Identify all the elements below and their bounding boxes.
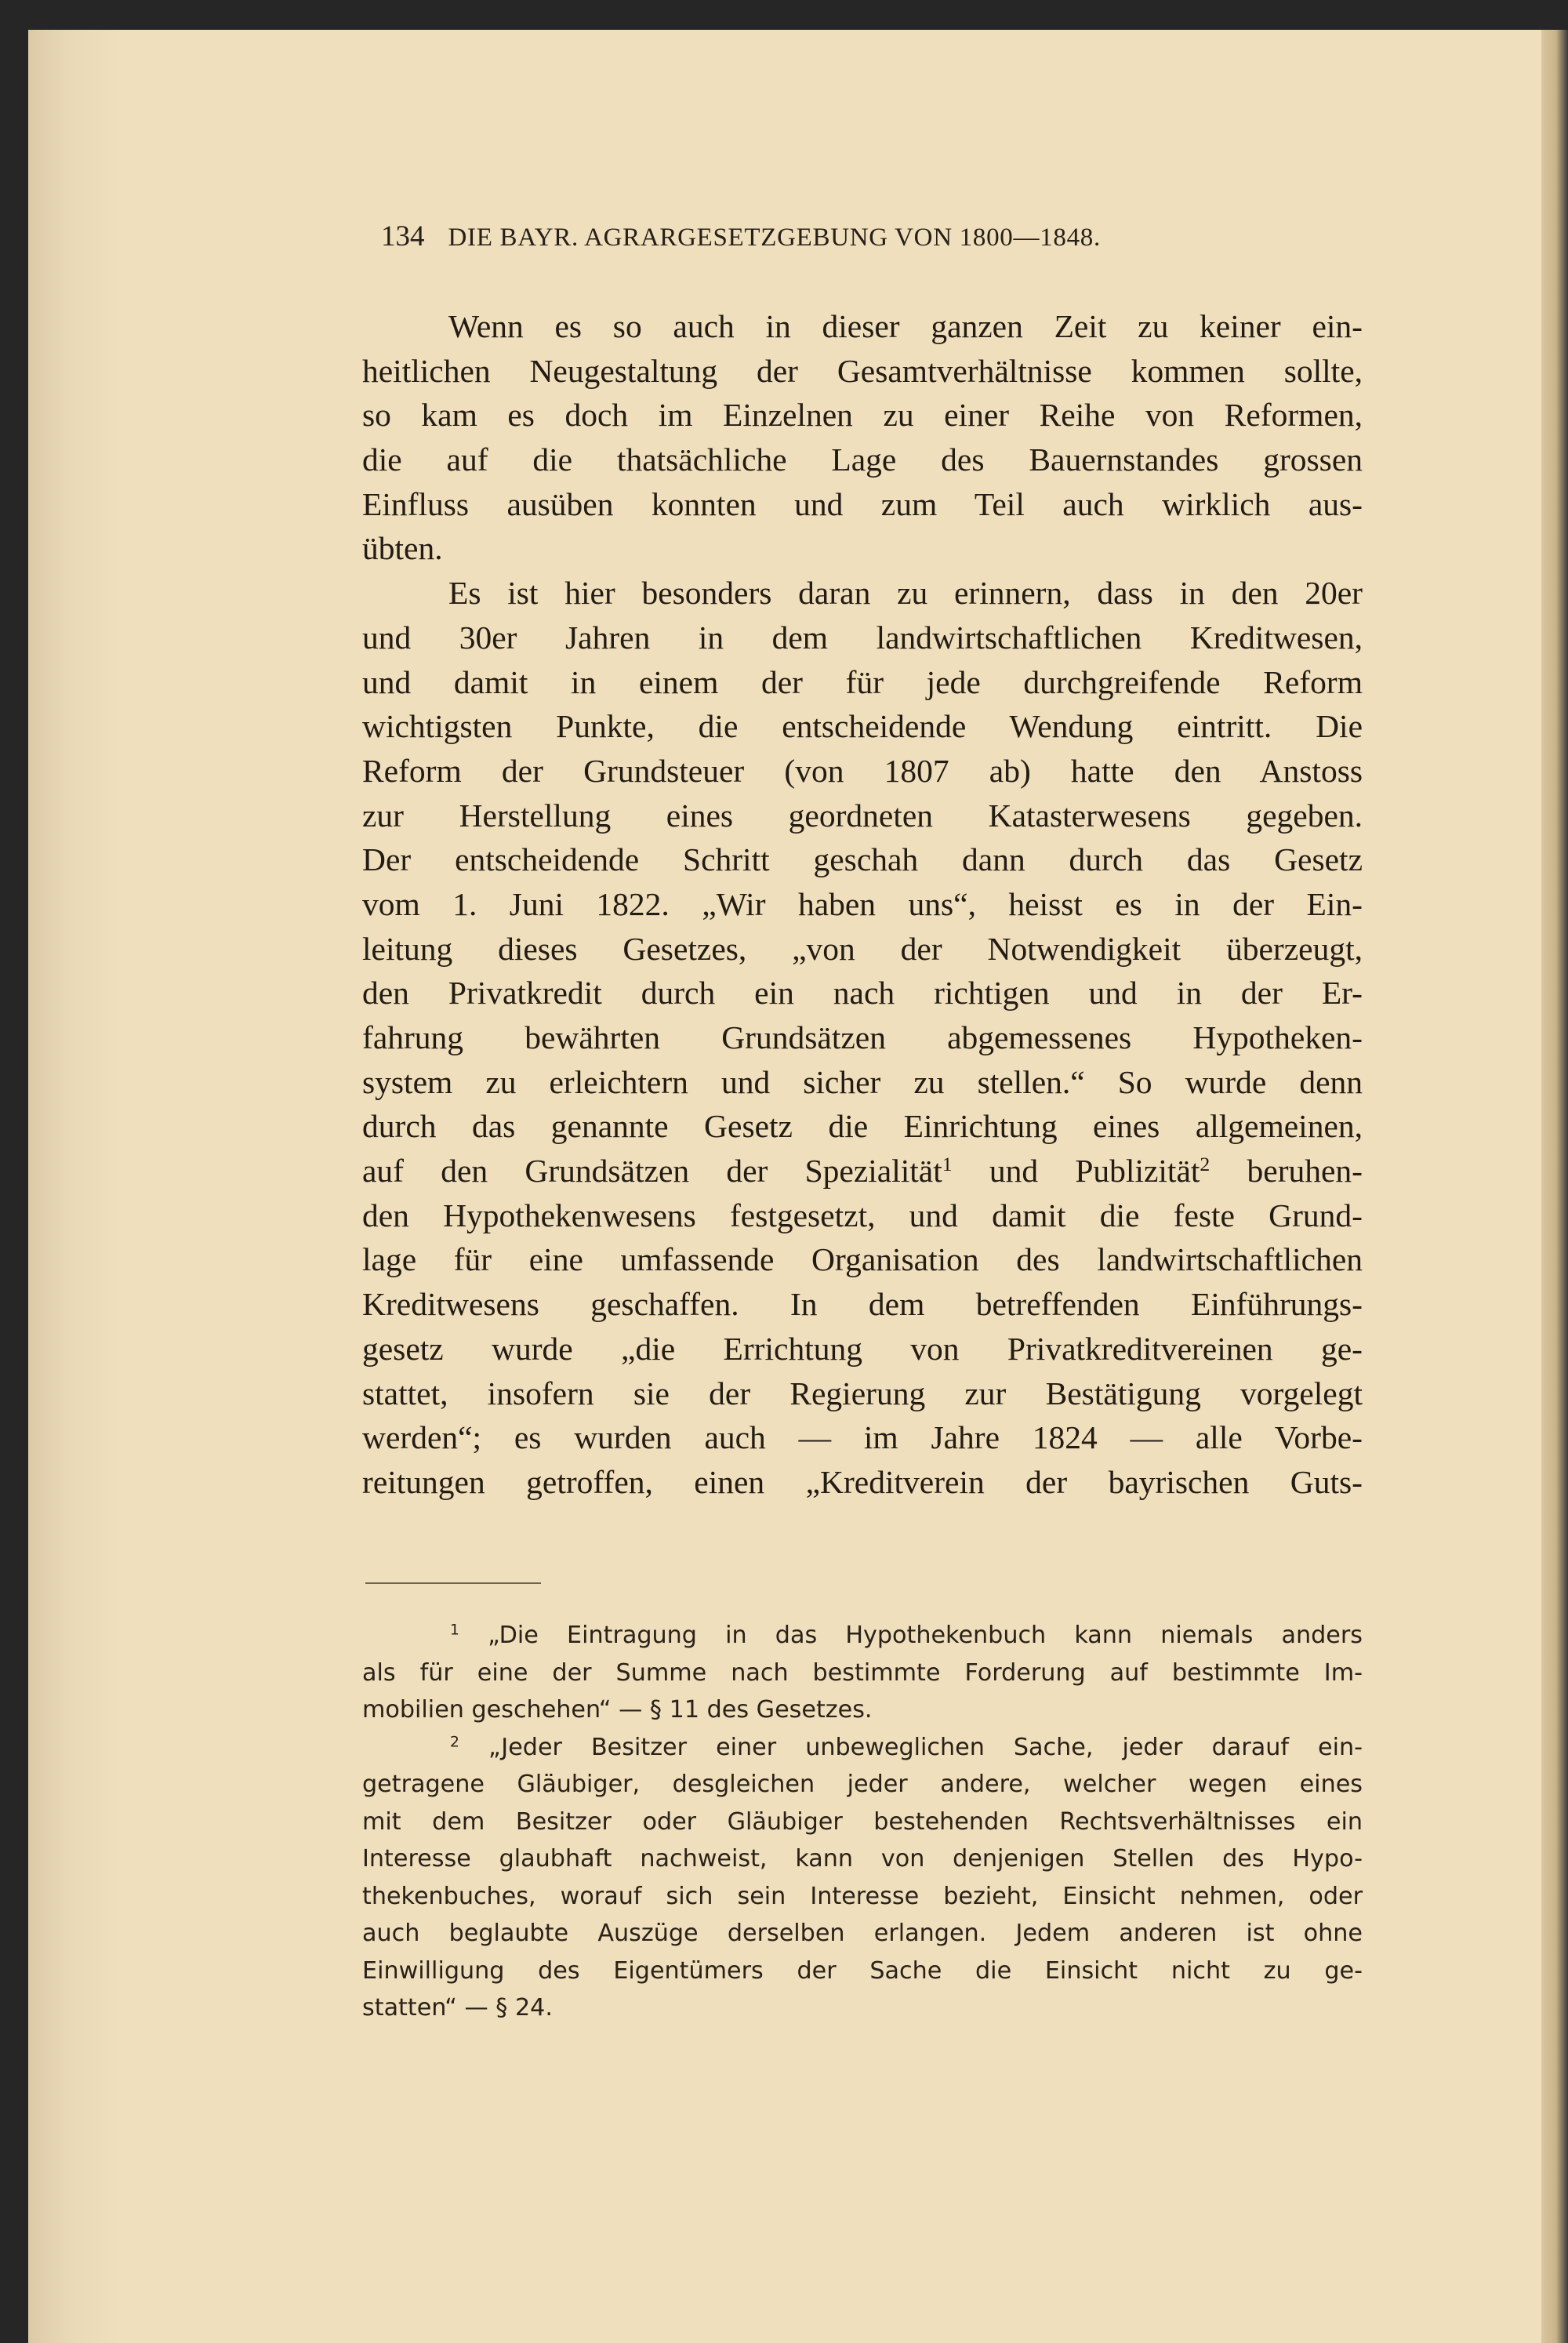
text-line: den Hypothekenwesens festgesetzt, und damit die feste Grund- (362, 1197, 1363, 1233)
footnote-2-line: auch beglaubte Auszüge derselben erlangen. Jedem anderen ist ohne (362, 1920, 1363, 1947)
footnote-number: 1 (450, 1622, 459, 1639)
footnote-2-line: getragene Gläubiger, desgleichen jeder andere, welcher wegen eines (362, 1771, 1363, 1798)
footnote-1-line: als für eine der Summe nach bestimmte Forderung auf bestimmte Im- (362, 1658, 1363, 1687)
text-segment: beruhen- (1210, 1153, 1363, 1190)
text-line: vom 1. Juni 1822. „Wir haben uns“, heisst es in der Ein- (362, 885, 1363, 922)
running-title: DIE BAYR. AGRARGESETZGEBUNG VON 1800—1848. (448, 223, 1101, 252)
footnote-2-line: mit dem Besitzer oder Gläubiger bestehenden Rechtsverhältnisses ein (362, 1807, 1363, 1836)
footnote-text: „Jeder Besitzer einer unbeweglichen Sache, jeder darauf ein- (488, 1733, 1363, 1761)
text-line: übten. (362, 530, 443, 567)
text-line: Wenn es so auch in dieser ganzen Zeit zu keiner ein- (448, 308, 1363, 344)
footnote-1-line: mobilien geschehen“ — § 11 des Gesetzes. (362, 1696, 873, 1724)
text-line: durch das genannte Gesetz die Einrichtung eines allgemeinen, (362, 1108, 1363, 1145)
text-line: leitung dieses Gesetzes, „von der Notwendigkeit überzeugt, (362, 930, 1363, 967)
text-line: die auf die thatsächliche Lage des Bauernstandes grossen (362, 441, 1363, 478)
page-number: 134 (381, 220, 425, 252)
footnote-marker: 1 (942, 1152, 953, 1175)
page-edge-shadow (1541, 30, 1568, 2343)
footnote-number: 2 (450, 1734, 459, 1751)
footnote-divider (365, 1582, 541, 1584)
text-line: lage für eine umfassende Organisation des landwirtschaftlichen (362, 1241, 1363, 1278)
footnote-1-line (362, 1617, 1363, 1655)
text-line: gesetz wurde „die Errichtung von Privatkreditvereinen ge- (362, 1330, 1363, 1367)
footnote-2-line: Interesse glaubhaft nachweist, kann von denjenigen Stellen des Hypo- (362, 1845, 1363, 1873)
footnote-2-line: thekenbuches, worauf sich sein Interesse bezieht, Einsicht nehmen, oder (362, 1882, 1363, 1910)
text-line: wichtigsten Punkte, die entscheidende Wendung eintritt. Die (362, 708, 1363, 745)
footnote-2-line: statten“ — § 24. (362, 1994, 553, 2022)
text-line: Reform der Grundsteuer (von 1807 ab) hatte den Anstoss (362, 752, 1363, 789)
text-line: stattet, insofern sie der Regierung zur Bestätigung vorgelegt (362, 1375, 1363, 1411)
text-line: system zu erleichtern und sicher zu stellen.“ So wurde denn (362, 1063, 1363, 1100)
text-line: den Privatkredit durch ein nach richtigen und in der Er- (362, 975, 1363, 1012)
text-line: Es ist hier besonders daran zu erinnern, dass in den 20er (448, 575, 1363, 612)
footnote-marker: 2 (1200, 1152, 1210, 1175)
text-line: so kam es doch im Einzelnen zu einer Reihe von Reformen, (362, 397, 1363, 434)
running-header (381, 220, 1322, 253)
text-line: Kreditwesens geschaffen. In dem betreffenden Einführungs- (362, 1286, 1363, 1323)
text-line: werden“; es wurden auch — im Jahre 1824 — alle Vorbe- (362, 1419, 1363, 1456)
footnote-text: „Die Eintragung in das Hypothekenbuch kann niemals anders (488, 1622, 1363, 1649)
footnotes (362, 1617, 1363, 2027)
text-line-with-footnote-markers (362, 1149, 1363, 1193)
text-line: und damit in einem der für jede durchgreifende Reform (362, 663, 1363, 700)
text-segment: auf den Grundsätzen der Spezialität (362, 1153, 942, 1190)
text-line: heitlichen Neugestaltung der Gesamtverhältnisse kommen sollte, (362, 352, 1363, 389)
text-line: Einfluss ausüben konnten und zum Teil auch wirklich aus- (362, 485, 1363, 522)
footnote-2-line: Einwilligung des Eigentümers der Sache die Einsicht nicht zu ge- (362, 1956, 1363, 1985)
text-line: und 30er Jahren in dem landwirtschaftlichen Kreditwesen, (362, 619, 1363, 656)
text-line: reitungen getroffen, einen „Kreditverein der bayrischen Guts- (362, 1463, 1363, 1500)
text-line: Der entscheidende Schritt geschah dann durch das Gesetz (362, 841, 1363, 878)
text-segment: und Publizität (952, 1153, 1200, 1190)
body-text (362, 304, 1363, 1505)
footnote-2-line (362, 1729, 1363, 1767)
text-line: fahrung bewährten Grundsätzen abgemessenes Hypotheken- (362, 1019, 1363, 1055)
text-line: zur Herstellung eines geordneten Katasterwesens gegeben. (362, 797, 1363, 834)
